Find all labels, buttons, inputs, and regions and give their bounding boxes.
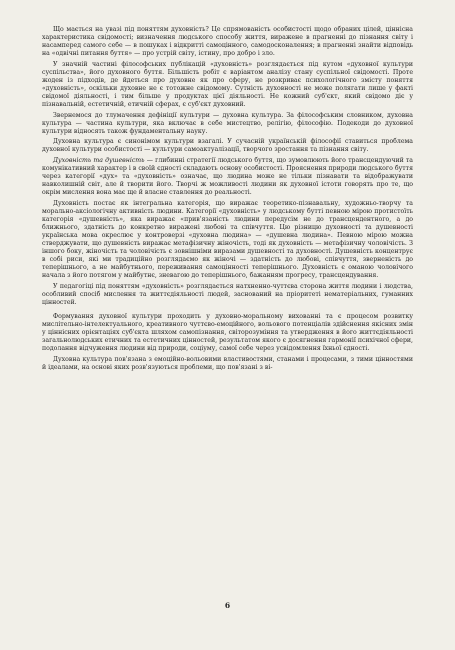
italic-term: Духовність та душевність <box>53 157 145 165</box>
paragraph-4: Духовна культура є синонімом культури взагалі. У сучасній українській філософії ставиться проблема духовної культури особистості — культури самоактуалізації, творчого зростання та пізнання світу. <box>42 138 413 154</box>
paragraph-9: Духовна культура пов'язана з емоційно-вольовими властивостями, станами і процесами, з тими цінностями й ідеалами, на основі яких розв'язуються проблеми, що пов'язані з ві- <box>42 355 413 371</box>
paragraph-5 <box>42 157 413 197</box>
paragraph-7: У педагогіці під поняттям «духовність» розглядається натхненно-чуттєва сторона життя людини і людства, особливий спосіб мислення та життєдіяльності людей, заснований на пріоритеті нематеріальних, гуманних цінностей. <box>42 282 413 307</box>
paragraph-3: Звернемося до тлумачення дефініції культури — духовна культура. За філософським словником, духовна культура — частина культури, яка включає в себе мистецтво, релігію, філософію. Подекоди до духовної культури відносять також фундаментальну науку. <box>42 111 413 135</box>
paragraph-5-text: — глибинні стратегії людського буття, що зумовлюють його трансцендуючий та комунікативний характер і в своїй єдності складають основу особистості. Прояснення природи людського буття через категорії «дух» та «духовність» означає, що людина може не тільки пізнавати та відображувати навколишній світ, але й творити його. Творчі ж можливості людини як духовної істоти говорять про те, що окрім мислення вона має ще й власне ставлення до реальності. <box>42 157 413 197</box>
page-number: 6 <box>224 601 231 610</box>
paragraph-2: У значній частині філософських публікацій «духовність» розглядається під кутом «духовної культури суспільства», його духовного буття. Більшість робіт є варіантом аналізу стану суспільної свідомості. Проте жоден із підходів, де йдеться про духовне як про сферу, не розкриває психологічного змісту поняття «духовність», оскільки духовне не є тотожне свідомому. Сутність духовності не може полягати лише у факті свідомої діяльності, і тим більше у продуктах цієї діяльності. Не кожний суб'єкт, який свідомо діє у пізнавальній, естетичній, етичній сферах, є суб'єкт духовний. <box>42 60 413 109</box>
paragraph-6: Духовність постає як інтегральна категорія, що виражає теоретико-пізнавальну, художньо-творчу та морально-аксіологічну активність людини. Категорії «духовність» у людському бутті певною мірою протистоїть категорія «душевність», яка виражає «прив'язаність людини передусім не до трансцендентного, а до ближнього, здатність до конкретно виражені любові та співчуття. Цю різницю духовності та душевності українська мова окреслює у контроверзі «духовна людина» — «душевна людина». Певною мірою можна стверджувати, що душевність виражає метафізичну жіночість, тоді як духовність — метафізичну чоловічість. З іншого боку, жіночість та чоловічість є зовнішніми виразами душевності та духовності. Душевність концентрує в собі риси, які ми традиційно розглядаємо як жіночі — здатність до любові, співчуття, зверненість до теперішнього, а не майбутнього, переживання самоцінності теперішнього. Духовність є оманою чоловічого начала з його потягом у майбутнє, зневагою до теперішнього, бажанням прогресу, трансцендування. <box>42 199 413 280</box>
paragraph-8: Формування духовної культури проходить у духовно-моральному вихованні та є процесом розвитку мислітельно-інтелектуального, креативного чуттєво-емоційного, вольового потенціалів здійснення якісних змін у ціннісних орієнтаціях суб'єкта шляхом самопізнання, світорозуміння та утвердження в його життєдіяльності загальнолюдських етичних та естетичних цінностей, результатом якого є досягнення гармонії психічної сфери, подолання відчуження людини від природи, соціуму, самої себе через усвідомлення їхньої єдності. <box>42 313 413 353</box>
paragraph-1: Що мається на увазі під поняттям духовність? Це спрямованість особистості щодо обраних цілей, ціннісна характеристика свідомості; визначення людського способу життя, виражене в прагненні до пізнання світу і насамперед самого себе — в пошуках і відкритті самоцінного, самодосконалення; в прагненні знайти відповідь на «одвічні питання буття» — про устрій світу, істину, про добро і зло. <box>42 26 413 58</box>
